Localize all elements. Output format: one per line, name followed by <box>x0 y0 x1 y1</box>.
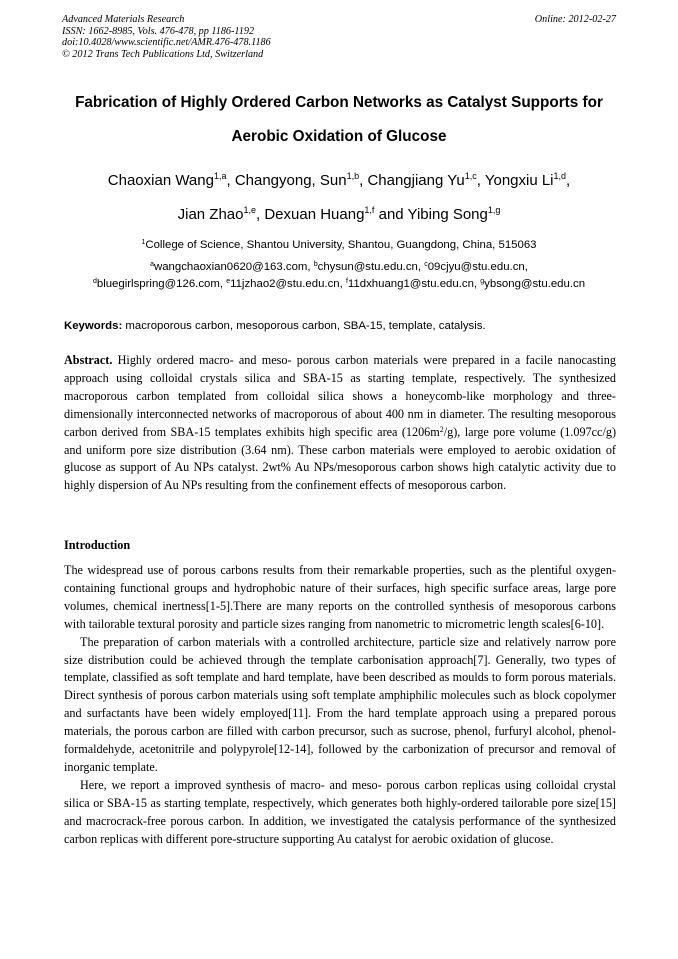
intro-paragraph-2: The preparation of carbon materials with a controlled architecture, particle size and relatively narrow pore size distribution could be achieved through the template carbonisation approach[7]. Generally, two types of template, classified as soft template and hard template, have been described as moulds to form porous materials. Direct synthesis of porous carbon materials using soft template amphiphilic molecules such as block copolymer and surfactants have been widely employed[11]. From the hard template approach using a prepared porous materials, the porous carbon are filled with carbon precursor, such as sucrose, phenol, furfuryl alcohol, phenol-formaldehyde, acetonitrile and polypyrole[12-14], followed by the carbonization of precursor and removal of inorganic template. <box>64 634 616 774</box>
journal-header <box>62 14 616 60</box>
author-list <box>40 164 638 232</box>
keywords-label: Keywords: <box>64 320 123 332</box>
author-affil-sup: 1,e <box>243 205 256 215</box>
abstract-text-1: Highly ordered macro- and meso- porous carbon materials were prepared in a facile nanocasting approach using colloidal crystals silica and SBA-15 as starting template, respectively. The synthesized macroporous carbon templated from colloidal silica shows a honeycomb-like morphology and three-dimensionally interconnected networks of macroporous of about 400 nm in diameter. The resulting mesoporous carbon derived from SBA-15 templates exhibits high specific area (1206m <box>64 353 616 439</box>
author-separator: , <box>476 172 485 189</box>
author-separator: , <box>566 172 571 189</box>
affiliation-text: College of Science, Shantou University, Shantou, Guangdong, China, 515063 <box>145 239 537 251</box>
email-line-2 <box>30 276 648 293</box>
email-address: 11dxhuang1@stu.edu.cn <box>347 278 474 290</box>
author-separator: and <box>374 206 408 223</box>
intro-paragraph-3: Here, we report a improved synthesis of macro- and meso- porous carbon replicas using colloidal crystal silica or SBA-15 as starting template, respectively, which generates both highly-ordered tailorable pore size[15] and macrocrack-free porous carbon. In addition, we investigated the catalysis performance of the synthesized carbon replicas with different pore-structure supporting Au catalyst for aerobic oxidation of glucose. <box>64 777 616 846</box>
author-separator: , <box>359 172 368 189</box>
email-sup: b <box>313 261 318 268</box>
email-separator: , <box>473 278 481 290</box>
email-separator: , <box>219 278 227 290</box>
author-name: Jian Zhao <box>177 206 244 223</box>
email-separator: , <box>339 278 346 290</box>
email-separator: , <box>417 261 425 273</box>
introduction-body <box>64 562 616 849</box>
author-separator: , <box>256 206 265 223</box>
doi-line: doi:10.4028/www.scientific.net/AMR.476-478.1186 <box>62 37 271 49</box>
author-name: Changjiang Yu <box>367 172 465 189</box>
author-affil-sup: 1,g <box>487 205 501 215</box>
author-affil-sup: 1,a <box>213 171 227 181</box>
keywords-text: macroporous carbon, mesoporous carbon, SBA-15, template, catalysis. <box>122 320 486 332</box>
email-sup: a <box>150 261 154 268</box>
email-address: bluegirlspring@126.com <box>96 278 220 290</box>
author-name: Chaoxian Wang <box>107 172 214 189</box>
email-separator: , <box>307 261 314 273</box>
online-date: Online: 2012-02-27 <box>534 14 616 25</box>
email-separator: , <box>524 261 528 273</box>
email-line-1 <box>30 259 648 276</box>
author-name: Yibing Song <box>407 206 488 223</box>
email-address: 09cjyu@stu.edu.cn <box>427 261 525 273</box>
journal-name: Advanced Materials Research <box>62 14 185 25</box>
email-sup: d <box>92 278 97 285</box>
author-affil-sup: 1,b <box>346 171 360 181</box>
email-sup: e <box>226 278 231 285</box>
email-address: chysun@stu.edu.cn <box>317 261 418 273</box>
abstract-label: Abstract. <box>64 353 113 367</box>
introduction-heading: Introduction <box>64 538 131 552</box>
abstract-text-2: /g), large pore volume (1.097cc/g) and uniform pore size distribution (3.64 nm). These carbon materials were employed to aerobic oxidation of glucose as support of Au NPs catalyst. 2wt% Au NPs/mesoporous carbon shows high catalytic activity due to highly dispersion of Au NPs resulting from the confinement effects of mesoporous carbon. <box>64 424 617 493</box>
email-address: ybsong@stu.edu.cn <box>484 278 586 290</box>
keywords-line <box>64 318 616 334</box>
author-affil-sup: 1,c <box>464 171 477 181</box>
paper-title <box>40 86 638 154</box>
email-list <box>30 259 648 293</box>
title-line-1: Fabrication of Highly Ordered Carbon Networks as Catalyst Supports for <box>75 94 603 111</box>
email-sup: f <box>345 278 348 285</box>
email-address: wangchaoxian0620@163.com <box>153 261 308 273</box>
intro-paragraph-1: The widespread use of porous carbons results from their remarkable properties, such as the plentiful oxygen-containing functional groups and hydrophobic nature of their surfaces, high specific surface areas, large pore volumes, chemical inertness[1-5].There are many reports on the controlled synthesis of mesoporous carbons with tailorable textural porosity and particle sizes ranging from nanometric to micrometric length scales[6-10]. <box>64 563 616 631</box>
copyright-line: © 2012 Trans Tech Publications Ltd, Switzerland <box>62 48 264 60</box>
author-name: Yongxiu Li <box>484 172 554 189</box>
author-affil-sup: 1,f <box>364 205 375 215</box>
author-name: Dexuan Huang <box>264 206 365 223</box>
affiliation-sup: 1 <box>141 239 146 246</box>
email-address: 11jzhao2@stu.edu.cn <box>230 278 340 290</box>
email-sup: g <box>480 278 485 285</box>
title-line-2: Aerobic Oxidation of Glucose <box>231 128 447 145</box>
author-affil-sup: 1,d <box>553 171 567 181</box>
abstract-superscript: 2 <box>439 424 444 434</box>
author-line-1 <box>40 164 638 198</box>
affiliation-line <box>30 235 648 255</box>
author-name: Changyong, Sun <box>234 172 347 189</box>
issn-line: ISSN: 1662-8985, Vols. 476-478, pp 1186-1192 <box>62 25 255 37</box>
affiliation-block <box>30 235 648 293</box>
abstract-paragraph <box>64 352 616 495</box>
author-line-2 <box>40 198 638 232</box>
email-sup: c <box>424 261 428 268</box>
author-separator: , <box>226 172 235 189</box>
